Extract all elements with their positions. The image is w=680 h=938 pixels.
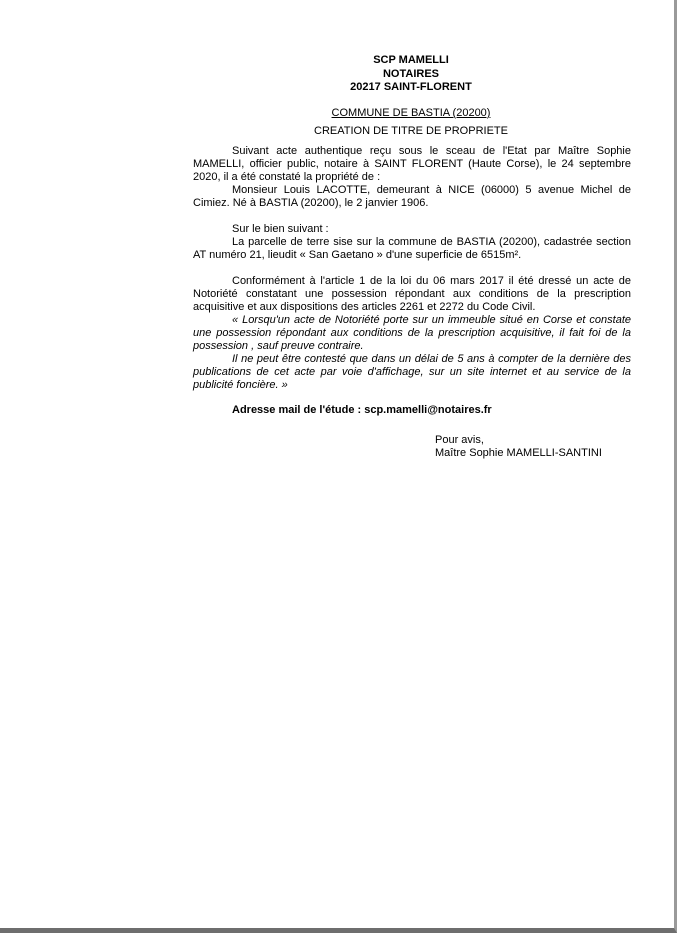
paragraph-deed: Suivant acte authentique reçu sous le sceau de l'Etat par Maître Sophie MAMELLI, officier public, notaire à SAINT FLORENT (Haute Corse), le 24 septembre 2020, il a été constaté la propriété de :: [193, 145, 631, 183]
signature-block: [435, 434, 602, 460]
document-body: [193, 145, 631, 417]
header-profession: NOTAIRES: [382, 67, 440, 80]
paragraph-quote-1: « Lorsqu'un acte de Notoriété porte sur un immeuble situé en Corse et constate une possession répondant aux conditions de la prescription acquisitive, il fait foi de la possession , sauf preuve contraire.: [193, 314, 631, 352]
email-line: Adresse mail de l'étude : scp.mamelli@notaires.fr: [232, 404, 492, 416]
signature-name: Maître Sophie MAMELLI-SANTINI: [435, 447, 602, 459]
paragraph-owner: Monsieur Louis LACOTTE, demeurant à NICE (06000) 5 avenue Michel de Cimiez. Né à BASTIA (20200), le 2 janvier 1906.: [193, 184, 631, 209]
paragraph-property-intro: Sur le bien suivant :: [232, 223, 329, 235]
document-title: CREATION DE TITRE DE PROPRIETE: [314, 125, 508, 137]
paragraph-quote-2: Il ne peut être contesté que dans un délai de 5 ans à compter de la dernière des publications de cet acte par voie d'affichage, sur un site internet et au service de la publicité foncière. »: [193, 353, 631, 391]
header-firm-name: SCP MAMELLI: [373, 54, 449, 66]
notary-header: [0, 54, 680, 95]
commune-heading: COMMUNE DE BASTIA (20200): [331, 107, 491, 119]
paragraph-notoriety: Conformément à l'article 1 de la loi du 06 mars 2017 il été dressé un acte de Notoriété constatant une possession répondant aux conditions de la prescription acquisitive et aux dispositions des articles 2261 et 2272 du Code Civil.: [193, 275, 631, 313]
paragraph-property: La parcelle de terre sise sur la commune de BASTIA (20200), cadastrée section AT numéro 21, lieudit « San Gaetano » d'une superficie de 6515m².: [193, 236, 631, 261]
header-address: 20217 SAINT-FLORENT: [350, 81, 472, 93]
signature-greeting: Pour avis,: [435, 434, 484, 446]
